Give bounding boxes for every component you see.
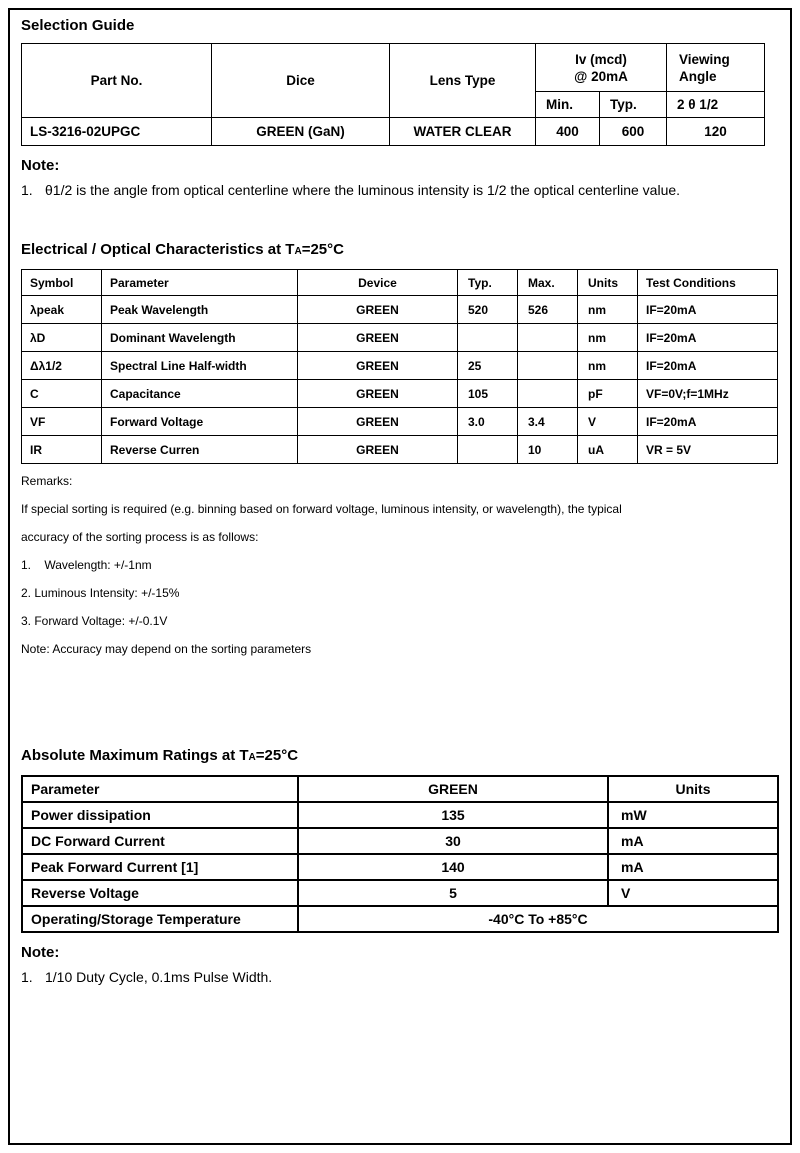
symbol-cell: λpeak — [22, 296, 102, 324]
typ-cell: 3.0 — [458, 408, 518, 436]
remarks-item: 3. Forward Voltage: +/-0.1V — [21, 614, 168, 628]
conditions-cell: IF=20mA — [638, 296, 778, 324]
absolute-note-title: Note: — [21, 944, 60, 961]
symbol-cell: IR — [22, 436, 102, 464]
parameter-cell: Dominant Wavelength — [102, 324, 298, 352]
remarks-item: 1. Wavelength: +/-1nm — [21, 558, 152, 572]
typ-cell — [458, 324, 518, 352]
typ-cell: 25 — [458, 352, 518, 380]
max-cell: 526 — [518, 296, 578, 324]
conditions-cell: IF=20mA — [638, 408, 778, 436]
absolute-ratings-table — [21, 775, 779, 933]
angle-half-header: 2 θ 1/2 — [667, 92, 765, 118]
min-cell: 400 — [536, 118, 600, 146]
max-cell: 3.4 — [518, 408, 578, 436]
absolute-row — [22, 828, 778, 854]
electrical-title-suffix: =25°C — [301, 241, 344, 258]
selection-note-item — [21, 178, 779, 202]
symbol-cell: λD — [22, 324, 102, 352]
units-header: Units — [578, 270, 638, 296]
remarks-title: Remarks: — [21, 474, 73, 488]
device-cell: GREEN — [298, 408, 458, 436]
device-header: Device — [298, 270, 458, 296]
parameter-cell: DC Forward Current — [22, 828, 298, 854]
symbol-header: Symbol — [22, 270, 102, 296]
units-cell: pF — [578, 380, 638, 408]
electrical-row — [22, 296, 778, 324]
datasheet-page — [8, 8, 792, 1145]
min-header: Min. — [536, 92, 600, 118]
parameter-header: Parameter — [102, 270, 298, 296]
iv-group-header — [536, 44, 667, 92]
units-cell: V — [578, 408, 638, 436]
green-cell: 140 — [298, 854, 608, 880]
typ-cell: 105 — [458, 380, 518, 408]
absolute-ratings-title — [21, 746, 779, 768]
max-cell — [518, 380, 578, 408]
max-cell: 10 — [518, 436, 578, 464]
conditions-cell: VF=0V;f=1MHz — [638, 380, 778, 408]
typ-header: Typ. — [600, 92, 667, 118]
note-number: 1. — [21, 969, 33, 985]
remarks-line: accuracy of the sorting process is as follows: — [21, 530, 259, 544]
note-number: 1. — [21, 182, 33, 198]
max-cell — [518, 324, 578, 352]
parameter-cell: Power dissipation — [22, 802, 298, 828]
remarks-note: Note: Accuracy may depend on the sorting parameters — [21, 642, 312, 656]
dice-cell: GREEN (GaN) — [212, 118, 390, 146]
selection-note-title: Note: — [21, 157, 60, 174]
absolute-temp-row — [22, 906, 778, 932]
absolute-title-sub: A — [248, 752, 256, 763]
angle-cell: 120 — [667, 118, 765, 146]
typ-cell: 600 — [600, 118, 667, 146]
absolute-note-item — [21, 965, 779, 989]
typ-header: Typ. — [458, 270, 518, 296]
units-cell: mA — [608, 828, 778, 854]
max-cell — [518, 352, 578, 380]
viewing-header-line2: Angle — [679, 68, 717, 84]
units-header: Units — [608, 776, 778, 802]
temperature-range-cell: -40°C To +85°C — [298, 906, 778, 932]
green-cell: 5 — [298, 880, 608, 906]
parameter-cell: Reverse Voltage — [22, 880, 298, 906]
conditions-cell: IF=20mA — [638, 352, 778, 380]
absolute-title-prefix: Absolute Maximum Ratings at T — [21, 747, 249, 764]
viewing-angle-header — [667, 44, 765, 92]
parameter-cell: Spectral Line Half-width — [102, 352, 298, 380]
part-no-header: Part No. — [22, 44, 212, 118]
remarks-line: If special sorting is required (e.g. binning based on forward voltage, luminous intensity, or wavelength), the typical — [21, 502, 622, 516]
conditions-cell: IF=20mA — [638, 324, 778, 352]
electrical-row — [22, 324, 778, 352]
iv-header-line1: Iv (mcd) — [575, 51, 627, 67]
green-cell: 135 — [298, 802, 608, 828]
parameter-cell: Forward Voltage — [102, 408, 298, 436]
units-cell: nm — [578, 324, 638, 352]
parameter-cell: Reverse Curren — [102, 436, 298, 464]
part-no-cell: LS-3216-02UPGC — [22, 118, 212, 146]
electrical-header-row — [22, 270, 778, 296]
device-cell: GREEN — [298, 380, 458, 408]
lens-type-cell: WATER CLEAR — [390, 118, 536, 146]
selection-guide-table — [21, 43, 765, 146]
green-header: GREEN — [298, 776, 608, 802]
remarks-section — [21, 474, 779, 656]
note-text: θ1/2 is the angle from optical centerline where the luminous intensity is 1/2 the optical centerline value. — [45, 182, 681, 198]
typ-cell: 520 — [458, 296, 518, 324]
units-cell: nm — [578, 352, 638, 380]
viewing-header-line1: Viewing — [679, 51, 730, 67]
green-cell: 30 — [298, 828, 608, 854]
selection-guide-title: Selection Guide — [21, 17, 135, 34]
note-text: 1/10 Duty Cycle, 0.1ms Pulse Width. — [45, 969, 273, 985]
max-header: Max. — [518, 270, 578, 296]
parameter-cell: Operating/Storage Temperature — [22, 906, 298, 932]
parameter-cell: Peak Wavelength — [102, 296, 298, 324]
electrical-row — [22, 436, 778, 464]
units-cell: nm — [578, 296, 638, 324]
electrical-title-prefix: Electrical / Optical Characteristics at T — [21, 241, 295, 258]
device-cell: GREEN — [298, 352, 458, 380]
units-cell: mW — [608, 802, 778, 828]
parameter-cell: Peak Forward Current [1] — [22, 854, 298, 880]
absolute-row — [22, 854, 778, 880]
symbol-cell: VF — [22, 408, 102, 436]
device-cell: GREEN — [298, 436, 458, 464]
remarks-item: 2. Luminous Intensity: +/-15% — [21, 586, 180, 600]
electrical-title — [21, 240, 779, 262]
typ-cell — [458, 436, 518, 464]
dice-header: Dice — [212, 44, 390, 118]
device-cell: GREEN — [298, 324, 458, 352]
units-cell: V — [608, 880, 778, 906]
selection-header-row-1 — [22, 44, 765, 92]
electrical-row — [22, 352, 778, 380]
test-conditions-header: Test Conditions — [638, 270, 778, 296]
lens-type-header: Lens Type — [390, 44, 536, 118]
conditions-cell: VR = 5V — [638, 436, 778, 464]
absolute-header-row — [22, 776, 778, 802]
electrical-table — [21, 269, 778, 464]
units-cell: mA — [608, 854, 778, 880]
device-cell: GREEN — [298, 296, 458, 324]
symbol-cell: C — [22, 380, 102, 408]
symbol-cell: Δλ1/2 — [22, 352, 102, 380]
electrical-row — [22, 380, 778, 408]
electrical-title-sub: A — [294, 246, 302, 257]
parameter-header: Parameter — [22, 776, 298, 802]
iv-header-line2: @ 20mA — [574, 68, 628, 84]
parameter-cell: Capacitance — [102, 380, 298, 408]
electrical-row — [22, 408, 778, 436]
units-cell: uA — [578, 436, 638, 464]
absolute-row — [22, 880, 778, 906]
absolute-row — [22, 802, 778, 828]
selection-data-row — [22, 118, 765, 146]
absolute-title-suffix: =25°C — [255, 747, 299, 764]
